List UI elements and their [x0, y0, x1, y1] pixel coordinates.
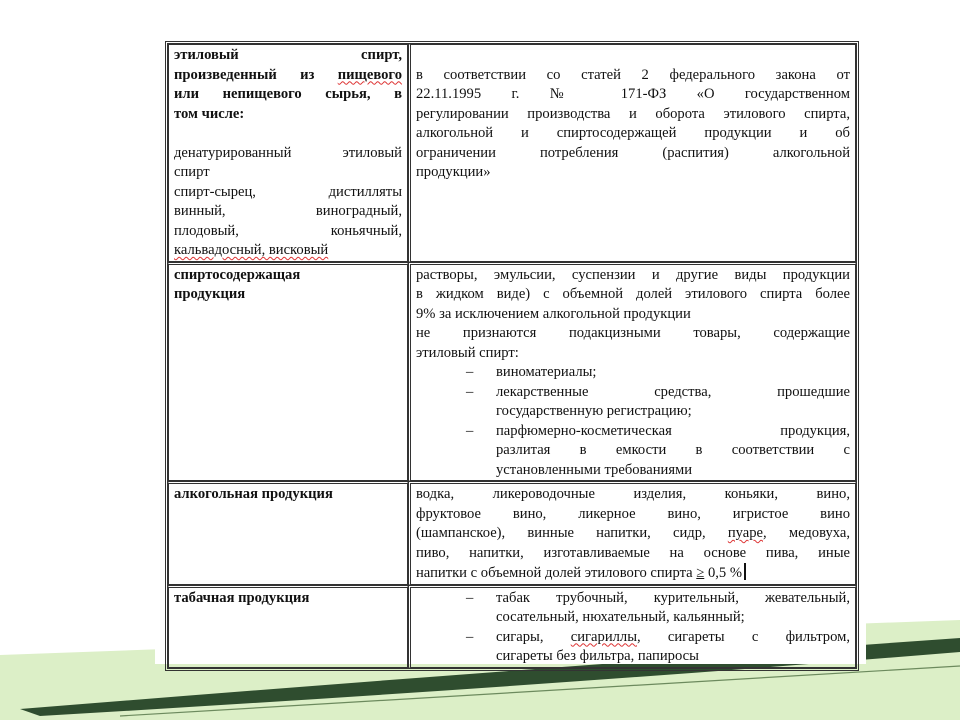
desc-line: 22.11.1995 г. № 171-ФЗ «О государственном [416, 86, 850, 102]
sub-item-line: кальвадосный, висковый [174, 242, 329, 258]
document-page [155, 36, 866, 664]
term-line: том числе: [174, 105, 245, 122]
list-item: – лекарственные средства, прошедшие государственную регистрацию; [466, 383, 850, 419]
term-cell-ethyl-alcohol [168, 44, 408, 262]
list-item: – парфюмерно-косметическая продукция, разлитая в емкости в соответствии с установленными требованиями [466, 422, 850, 478]
sub-item-line: спирт-сырец, дистилляты [174, 183, 402, 200]
list-item: – табак трубочный, курительный, жевательный, сосательный, нюхательный, кальянный; [466, 589, 850, 625]
term-cell-tobacco [168, 585, 408, 668]
sub-item-line: спирт [174, 164, 210, 180]
excise-goods-table [165, 41, 859, 671]
dash-marker: – [466, 422, 474, 439]
desc-line: продукции» [416, 164, 491, 180]
dash-marker: – [466, 383, 474, 400]
dash-marker: – [466, 589, 474, 606]
desc-line: пиво, напитки, изготавливаемые на основе пива, иные [416, 544, 850, 561]
sub-item-line: денатурированный этиловый [174, 144, 402, 161]
text-cursor [744, 563, 746, 580]
desc-line: напитки с объемной долей этилового спирта ≥ 0,5 % [416, 563, 850, 584]
term-line: произведенный из пищевого [174, 66, 402, 83]
dash-marker: – [466, 628, 474, 645]
tobacco-list [416, 589, 850, 667]
list-item: – виноматериалы; [466, 363, 850, 383]
desc-line: ограничении потребления (распития) алкогольной [416, 144, 850, 161]
desc-line: регулировании производства и оборота этилового спирта, [416, 105, 850, 122]
desc-line: этиловый спирт: [416, 344, 519, 361]
desc-line: фруктовое вино, ликерное вино, игристое вино [416, 505, 850, 522]
desc-line: не признаются подакцизными товары, содержащие [416, 325, 850, 341]
table-row [168, 481, 856, 585]
table-row [168, 262, 856, 482]
table-row [168, 585, 856, 668]
list-item: – сигары, сигариллы, сигареты с фильтром, сигареты без фильтра, папиросы [466, 628, 850, 664]
term-line: продукция [174, 286, 246, 302]
term-cell-alcoholic [168, 481, 408, 585]
desc-cell-ethyl-alcohol [408, 44, 856, 262]
sub-item-line: плодовый, коньячный, [174, 222, 402, 239]
dash-marker: – [466, 364, 474, 380]
desc-line: алкогольной и спиртосодержащей продукции и об [416, 125, 850, 141]
sub-item-line: винный, виноградный, [174, 203, 402, 219]
desc-cell-alcohol-containing [408, 262, 856, 482]
term-line: алкогольная продукция [174, 486, 333, 502]
exclusions-list [416, 363, 850, 480]
desc-line: растворы, эмульсии, суспензии и другие виды продукции [416, 266, 850, 283]
term-line: спиртосодержащая [174, 266, 301, 283]
desc-cell-tobacco [408, 585, 856, 668]
table-row [168, 44, 856, 262]
desc-line: (шампанское), винные напитки, сидр, пуаре, медовуха, [416, 525, 850, 541]
term-line: или непищевого сырья, в [174, 86, 402, 102]
term-cell-alcohol-containing [168, 262, 408, 482]
desc-line: в соответствии со статей 2 федерального закона от [416, 66, 850, 83]
desc-cell-alcoholic [408, 481, 856, 585]
desc-line: водка, ликероводочные изделия, коньяки, вино, [416, 486, 850, 502]
spacer [416, 46, 850, 66]
spacer [174, 124, 402, 144]
term-line: этиловый спирт, [174, 47, 402, 63]
desc-line: 9% за исключением алкогольной продукции [416, 305, 691, 322]
desc-line: в жидком виде) с объемной долей этилового спирта более [416, 286, 850, 302]
term-line: табачная продукция [174, 589, 310, 606]
